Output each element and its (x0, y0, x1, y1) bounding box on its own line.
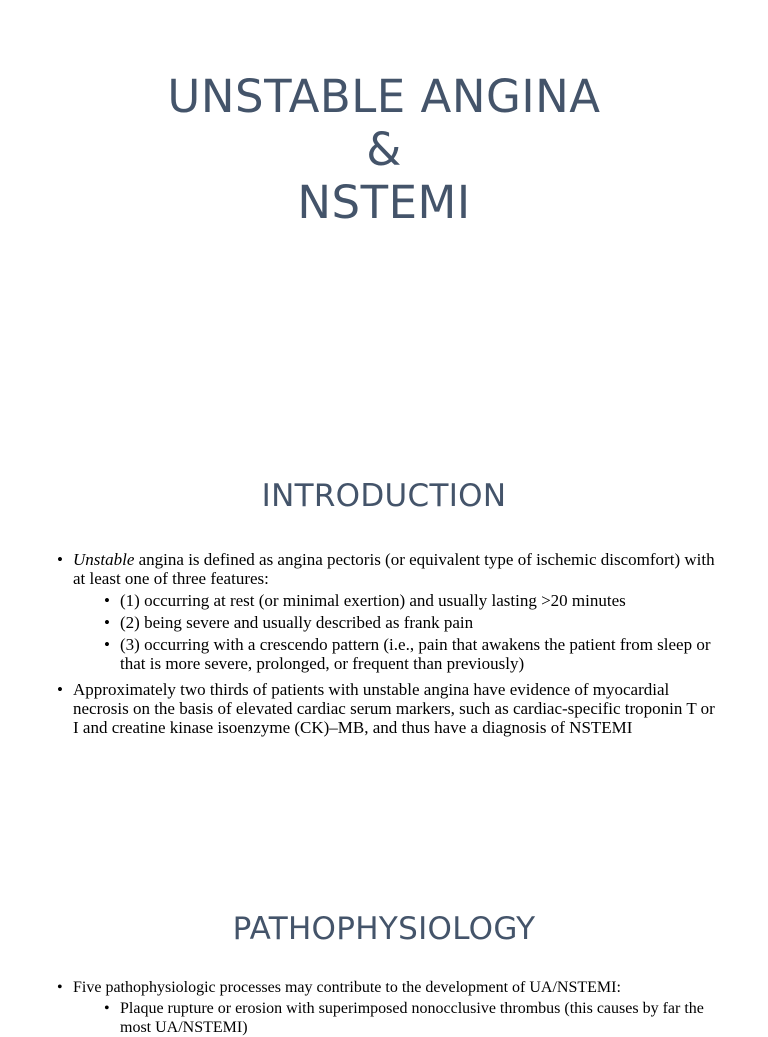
intro-subitem: • (3) occurring with a crescendo pattern (i.e., pain that awakens the patient from sleep or that is more severe, prolonged, or frequent than previously) (73, 635, 715, 673)
intro-subitem: • (2) being severe and usually described as frank pain (73, 613, 715, 632)
patho-bullet-1 (55, 978, 715, 1037)
title-line-2: & (366, 123, 402, 176)
patho-subitem: • Plaque rupture or erosion with superimposed nonocclusive thrombus (this causes by far the most UA/NSTEMI) (73, 999, 715, 1037)
patho-sublist (73, 999, 715, 1037)
intro-subitem: • (1) occurring at rest (or minimal exertion) and usually lasting >20 minutes (73, 591, 715, 610)
intro-bullet-2: • Approximately two thirds of patients with unstable angina have evidence of myocardial necrosis on the basis of elevated cardiac serum markers, such as cardiac-specific troponin T or I and creatine kinase isoenzyme (CK)–MB, and thus have a diagnosis of NSTEMI (55, 680, 715, 737)
pathophysiology-list (55, 978, 715, 1037)
introduction-heading: INTRODUCTION (261, 478, 507, 514)
pathophysiology-heading: PATHOPHYSIOLOGY (232, 911, 536, 947)
intro-bullet-1-text: angina is defined as angina pectoris (or equivalent type of ischemic discomfort) with at least one of three features: (73, 550, 715, 588)
intro-bullet-1-italic: Unstable (73, 550, 135, 569)
document-title (0, 70, 768, 229)
title-line-1: UNSTABLE ANGINA (167, 70, 601, 123)
patho-bullet-1-text: Five pathophysiologic processes may contribute to the development of UA/NSTEMI: (73, 979, 621, 996)
intro-sublist (73, 591, 715, 673)
intro-bullet-1 (55, 550, 715, 673)
introduction-list (55, 550, 715, 737)
title-line-3: NSTEMI (297, 176, 471, 229)
